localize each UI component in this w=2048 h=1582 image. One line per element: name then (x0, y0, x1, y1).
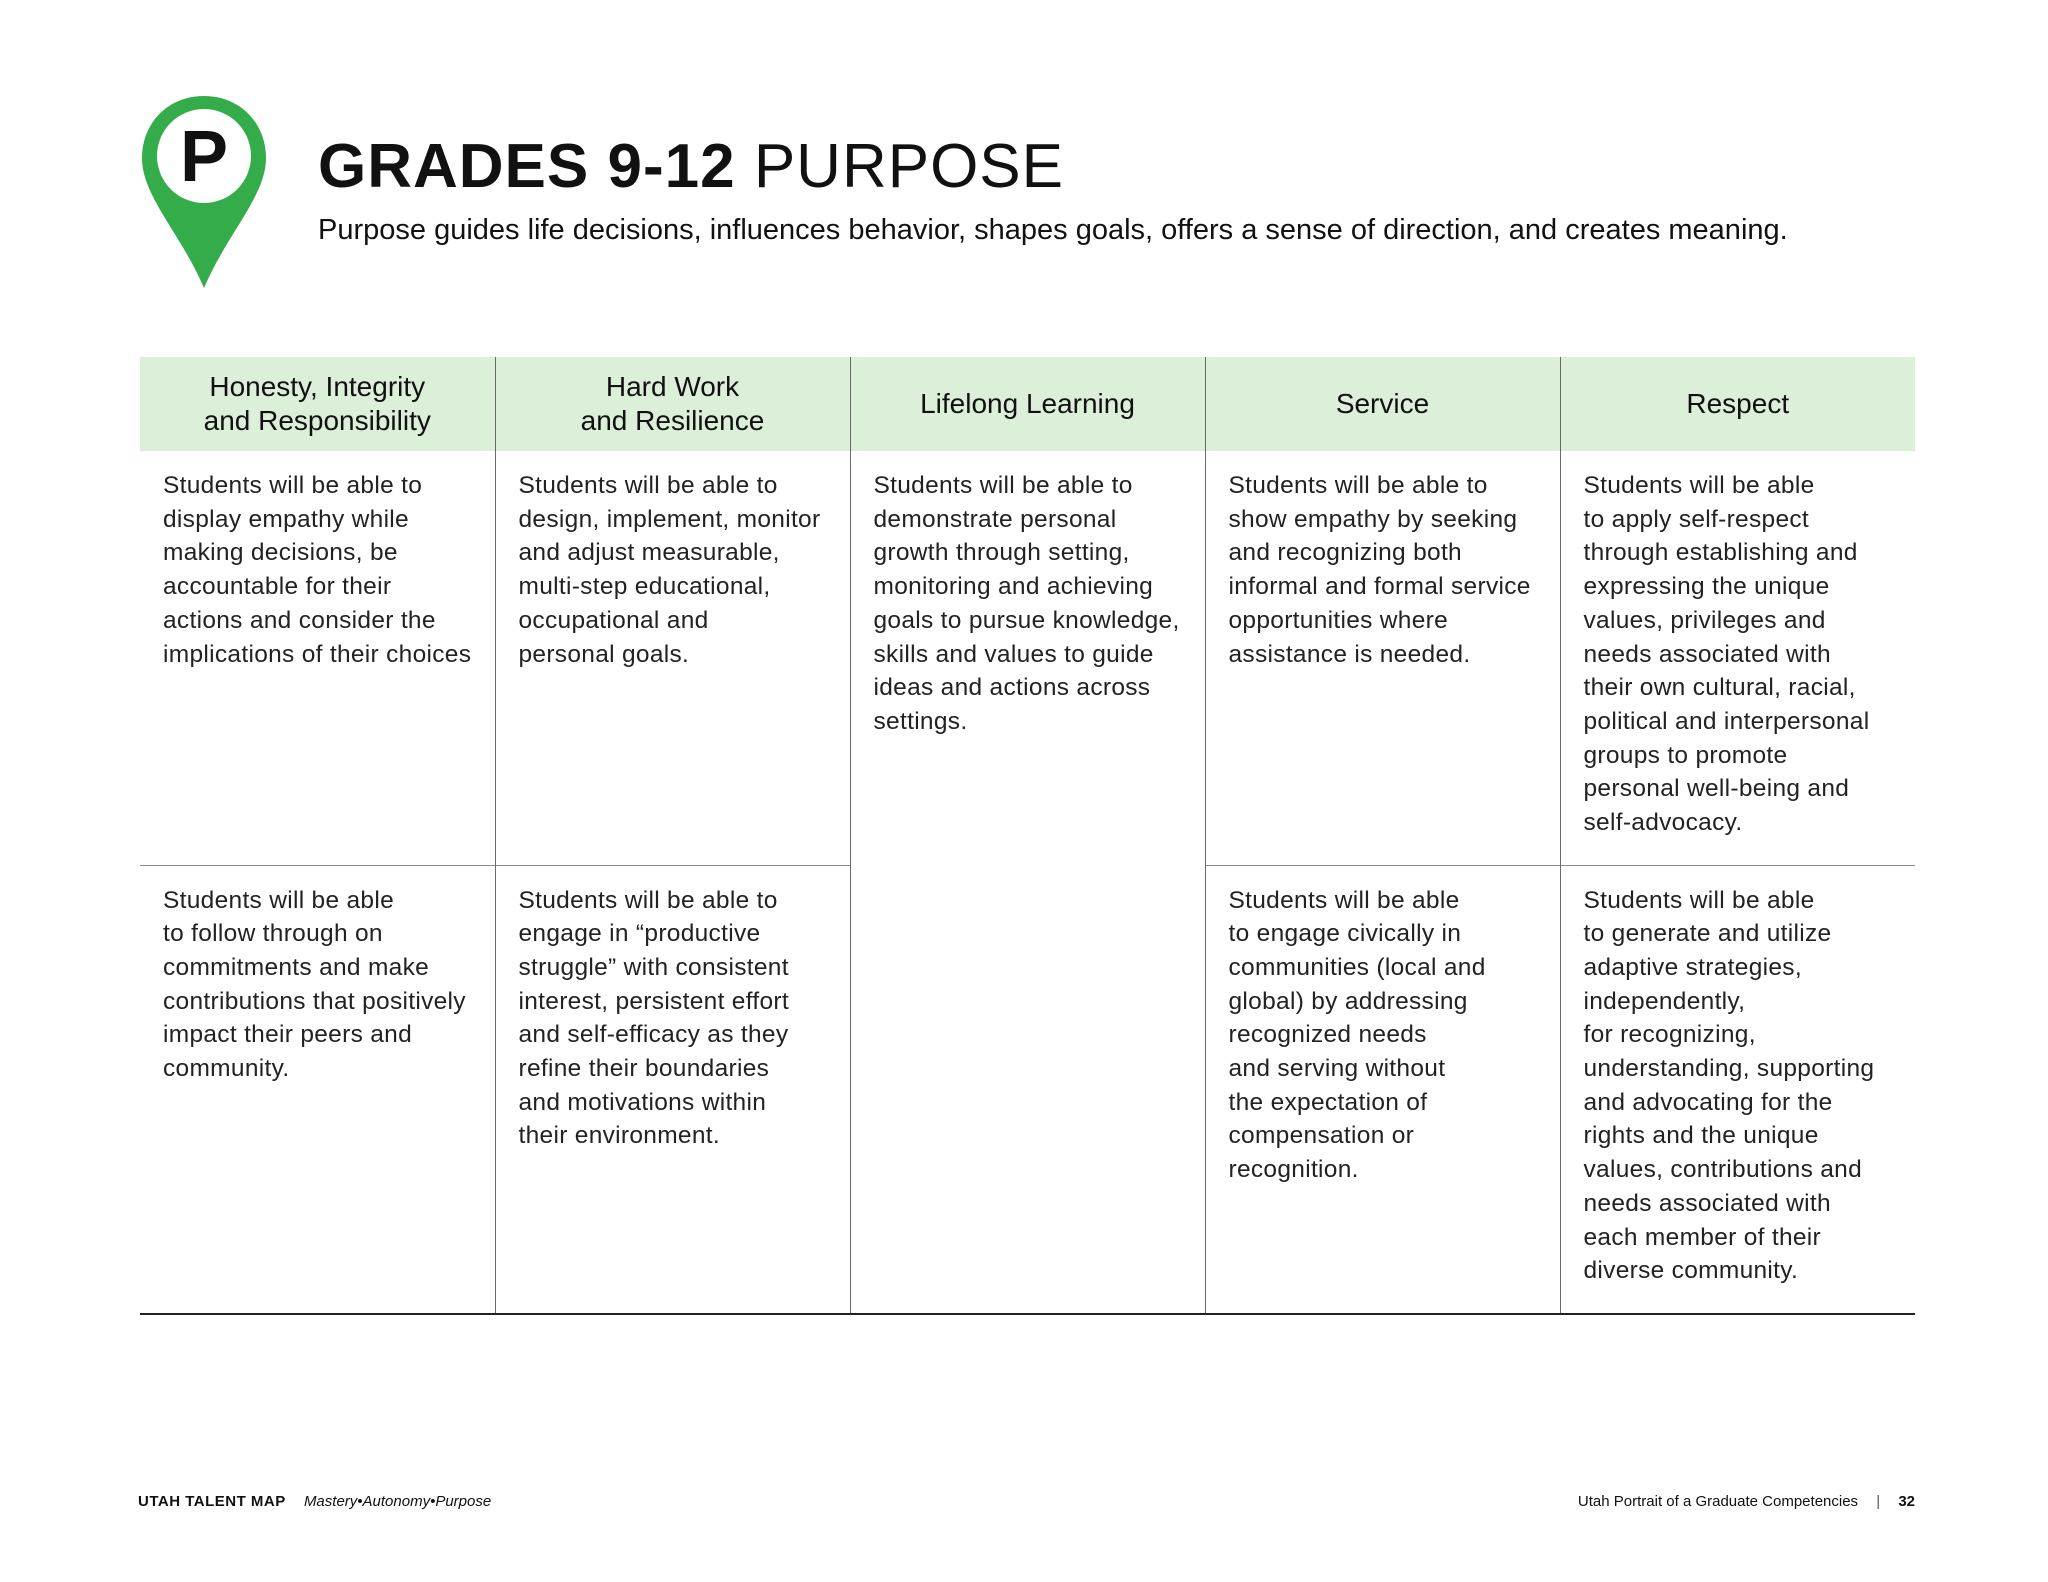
cell-hard-work-2: Students will be able to engage in “productive struggle” with consistent interest, persistent effort and self-efficacy as they refine their boundaries and motivations within their environment. (495, 865, 850, 1314)
cell-respect-2: Students will be able to generate and utilize adaptive strategies, independently, for recognizing, understanding, supporting and advocating for the rights and the unique values, contributions and needs associated with each member of their diverse community. (1560, 865, 1915, 1314)
page-title (318, 128, 1064, 206)
page-number: 32 (1898, 1493, 1915, 1510)
table-row (140, 451, 1915, 865)
footer-separator: | (1876, 1493, 1881, 1510)
footer-brand: UTAH TALENT MAP (138, 1493, 286, 1510)
header-lifelong-learning: Lifelong Learning (850, 357, 1205, 451)
cell-lifelong-learning: Students will be able to demonstrate personal growth through setting, monitoring and achieving goals to pursue knowledge, skills and values to guide ideas and actions across settings. (850, 451, 1205, 1314)
footer-tagline: Mastery•Autonomy•Purpose (303, 1493, 492, 1510)
pin-letter: P (179, 117, 229, 197)
footer-doc-title: Utah Portrait of a Graduate Competencies (1577, 1493, 1859, 1510)
cell-honesty-2: Students will be able to follow through on commitments and make contributions that positively impact their peers and community. (140, 865, 495, 1314)
header-hard-work: Hard Work and Resilience (495, 357, 850, 451)
footer-branding (138, 1492, 491, 1512)
header-service: Service (1205, 357, 1560, 451)
location-pin-icon (138, 92, 270, 292)
cell-honesty-1: Students will be able to display empathy while making decisions, be accountable for their actions and consider the implications of their choices (163, 472, 472, 668)
header-respect: Respect (1560, 357, 1915, 451)
cell-respect-1: Students will be able to apply self-respect through establishing and expressing the unique values, privileges and needs associated with their own cultural, racial, political and interpersonal groups to promote personal well-being and self-advocacy. (1560, 451, 1915, 865)
header-row (140, 357, 1915, 451)
header-honesty: Honesty, Integrity and Responsibility (140, 357, 495, 451)
cell-service-2: Students will be able to engage civically in communities (local and global) by addressing recognized needs and serving without the expectation of compensation or recognition. (1205, 865, 1560, 1314)
competency-table (140, 357, 1915, 1315)
page-subtitle: Purpose guides life decisions, influences behavior, shapes goals, offers a sense of direction, and creates meaning. (318, 214, 1788, 246)
title-purpose: PURPOSE (753, 132, 1065, 201)
cell-hard-work-1: Students will be able to design, implement, monitor and adjust measurable, multi-step educational, occupational and personal goals. (495, 451, 850, 865)
cell-service-1: Students will be able to show empathy by seeking and recognizing both informal and formal service opportunities where assistance is needed. (1205, 451, 1560, 865)
title-grades: GRADES 9-12 (318, 132, 736, 201)
footer-page-info (1578, 1492, 1915, 1512)
